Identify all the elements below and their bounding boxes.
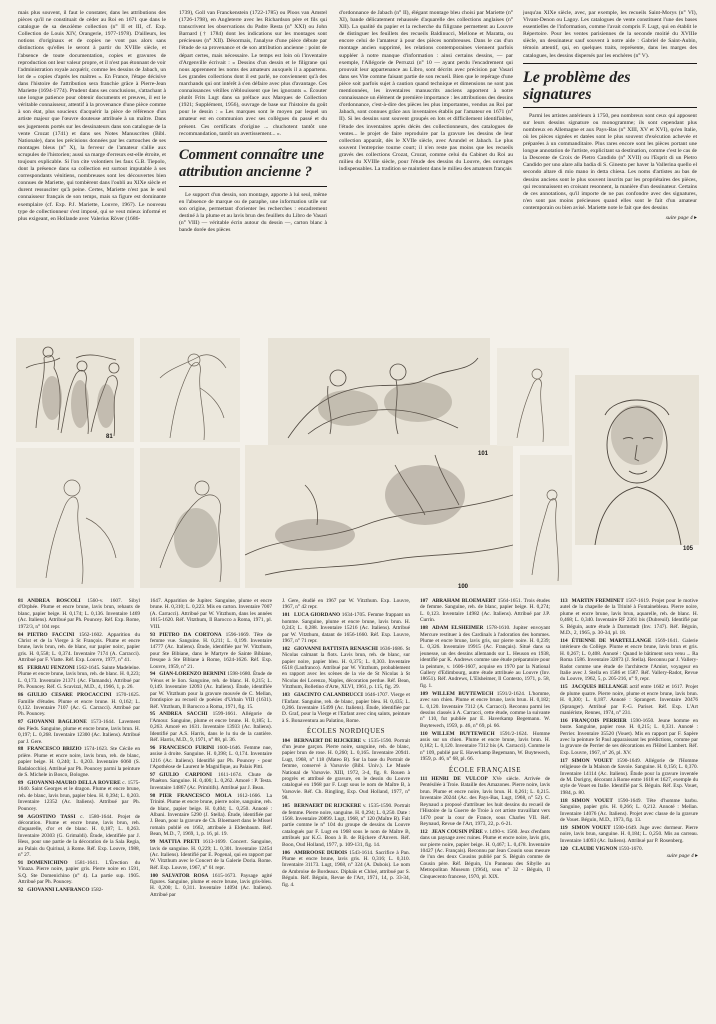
catalogue-entry: 105 BERNAERT DE RIJCKERE v. 1535-1590. Portrait de femme. Pierre noire, sanguine. H. 0,294; L. 0,250. Date : 1568. Inventaire 20899. Lugt, 1968, n° 120 (Maître B). Fait partie comme le n° 104 du groupe de dessins du Louvre catalogués par F. Lugt en 1968 sous le nom de Maître B, attribués par K.G. Boon à B. de Rijckere d'Anvers. Réf. Boon, Oud Holland, 1977, p. 109-131, fig. 14.	[282, 803, 410, 848]
paragraph: Le support d'un dessin, son montage, apporte à lui seul, même en l'absence de marque ou de paraphe, une information utile sur son origine, permettant d'orienter les recherches : encadrement destiné à la plume et au lavis brun des feuillets du Libro de Vasari (n° VIII) — véritable écrin autour du dessin —, carton blanc à bande dorée des pièces	[179, 191, 327, 234]
catalogue-entry: 91 DOMENICHINO 1581-1641. L'Érection du Vinaza. Pierre noire, papier gris. Pierre noire en 1591, S.Q. Ste Domenichino (n° 4). La partie sup. 1905. Attribué par Ph. Pouncey.	[18, 859, 140, 886]
sketch-drawing	[520, 455, 572, 585]
catalogue-entry: 94 GIAN-LORENZO BERNINI 1598-1680. Étude de Vénus et le lion. Sanguine, reh. de blanc. H. 0,215; L. 0,149. Inventaire 12093 (Ac. Italiens). Étude, identifiée par W. Vitzthum pour la gravure mouvée de C. Mellan, frontispice au recueil de poésies d'Urbain VIII (1631). Réf. Vitzthum, Il Barocco a Roma, 1971, fig. 15.	[150, 671, 272, 710]
catalogue-entry: 112 JEAN COUSIN PÈRE v. 1490-v. 1560. Jeux d'enfants dans un paysage avec ruines. Plume et encre noire, lavis gris, sur pierre noire, papier beige. H. 0,467; L. 0,478. Inventaire 10427 (Ac. Français). Reconnu par Jean Cousin sous mesure de l'un des deux Cousins publié par S. Béguin comme de Cousin père. Réf. Béguin, Un Panneau des Sibylle au Metropolitan Museum (1964), sous n° 32 - Béguin, Il Cinquecento francese, 1970, pl. XIX.	[420, 828, 550, 880]
catalogue-entry: 100 SALVATOR ROSA 1615-1673. Paysage agité figures. Sanguine, plume et encre brune, lavis gris-bleu. H. 0,200; L. 0,311. Inventaire 14094 (Ac. Italiens). Attribué par	[150, 872, 272, 898]
catalogue-entry: 81 ANDREA BOSCOLI 1560-v. 1607. Sibyl d'Orphée. Plume et encre brune, lavis brun, rehauts de blanc, papier beige. H. 0,174; L. 0,136. Inventaire 1469 (Ac. Italiens). Attribué par Ph. Pouncey. Réf. Exp. Rome, 1972/3, n° 104 repr.	[18, 598, 140, 630]
catalogue-entry: 85 FERRAU FENZONI 1562-1645. Sainte Madeleine. Plume et encre brune, lavis brun, reh. de blanc. H. 0,223; L. 0,173. Inventaire 21371 (Ac. Flamands). Attribué par Ph. Pouncey. Réf. G. Scavizzi, M.D., 4, 1966, 1, p. 26.	[18, 665, 140, 691]
section-title-nordic: ÉCOLES NORDIQUES	[306, 727, 386, 736]
catalogue-entry: 97 GIULIO CARPIONI 1611-1674. Chute de Phaéton. Sanguine. H. 0,406; L. 0,262. Amoré : P. Testa. Inventaire 14867 (Ac. Primitifs). Attribué par J. Bean.	[150, 772, 272, 791]
catalogue-column-3	[282, 598, 410, 1022]
catalogue-entry: 101 LUCA GIORDANO 1634-1705. Femme frappant un homme. Sanguine, plume et encre brune, lavis brun. H. 0,243; L. 0,288. Inventaire 15216 (Ac. Italiens). Attribué par W. Vitzthum, datant de 1656-1660. Réf. Exp. Louvre, 1967, n° 71 repr.	[282, 612, 410, 644]
catalogue-entry: 119 SIMON VOUET 1590-1649. Juge avec dormeur. Pierre noire, lavis brun, sanguine. H. 0,184; L. 0,250. Mis au carreau. Inventaire 14093 (Ac. Italiens). Attribué par P. Rosenberg.	[560, 824, 698, 844]
sketch-drawing	[497, 348, 569, 446]
heading-rule	[179, 186, 327, 187]
catalogue-entry: 111 HENRI DE VULCOP XVe siècle. Arrivée de Pentésilée à Troie. Bataille des Amazones. Pierre noire, lavis brun. Plume et encre noire, lavis brun. H. 0,261; L. 0,215. Inventaire 20244 (Ac. des Pays-Bas, Lugt, 1968, n° 52). C. Reynaud a proposé d'attribuer les huit dessins du recueil de l'Histoire de la Guerre de Troie à cet artiste travaillant vers 1470 pour la cour de France, sous Charles VII. Réf. Reynaud, Revue de l'Art, 1973, 22, p. 6-21.	[420, 776, 550, 827]
figure-sketch	[140, 448, 240, 588]
catalogue-entry: 107 ABRAHAM BLOEMAERT 1564-1651. Trois études de femme. Sanguine, reh. de blanc, papier beige. H. 0,274; L. 0,123. Inventaire 14982 (Ac. Italiens). Attribué par J.P. Currin.	[420, 598, 550, 624]
catalogue-entry: 90 AGOSTINO TASSI c. 1580-1644. Projet de décoration. Plume et encre brune, lavis brun, reh. d'aquarelle, d'or et de blanc. H. 0,187; L. 0,263. Inventaire 20303 (G. Grimaldi). Étude, identifiée par J. Hess, pour une partie de la décoration de la Sala Regia, au Palais du Quirinal, à Rome. Réf. Exp. Louvre, 1988, n° 27.	[18, 813, 140, 858]
figure-101-drawing	[268, 338, 490, 450]
continued-marker: suite page 4 ▸	[666, 853, 698, 860]
catalogue-entry: 89 GIOVANNI-MAURO DELLA ROVERE c. 1575-1640. Saint Georges et le dragon. Plume et encre brune, reh. de blanc, lavis brun, papier bleu. H. 0,394; L. 0,203. Inventaire 12352 (Ac. Italiens). Attribué par Ph. Pouncey.	[18, 779, 140, 812]
catalogue-entry: 117 SIMON VOUET 1590-1649. Allégorie de l'Homme religieuse de la Maison de Savoie. Sanguine. H. 0,156; L. 0,370. Inventaire 14114 (Ac. Italiens). Étude pour la gravure inventée de M. Dorigny, décorant à Rome entre 1618 et 1627, exemple du style de Vouet en Italie. Identifié par S. Béguin. Réf. Exp. Vouet, 1984, p. 80.	[560, 757, 698, 796]
catalogue-entry: 115 JACQUES BELLANGE actif entre 1602 et 1617. Projet de plume quatre. Pierre noire, plume et encre brune, lavis brun. H. 0,300; L. 0,187. Annoté : Sprangert. Inventaire 20476 (Spranger). Attribué par F.-G. Pariset. Réf. Exp. L'Art maniériste, Rennes, 1974, n° 231.	[560, 684, 698, 716]
text-column-3	[339, 10, 513, 335]
portrait-drawing	[575, 375, 699, 545]
heading-rule	[179, 141, 327, 142]
sketch-drawing	[16, 338, 134, 442]
paragraph: 1739), Goll van Franckenstein (1722-1785) ou Ploos van Amstel (1726-1798), en Angleterre avec les Richardson père et fils qui transcrivent les observations du Padre Resta (n° XXI) ou John Barnard († 1784) dont les indications sur les montages sont précieuses (n° XII). Désormais, l'analyse d'une pièce débute par l'étude de sa provenance et de son attribution ancienne : point de départ certes, mais nécessaire. Le temps est loin où l'inventaire d'Argenville écrivait : « Dessins d'un dessin et le filigrane qui nous apprennent les noms des amateurs auxquels il a appartenu. Les grandes collections dont il est parlé, ne conviennent qu'à des marchands qui ont intérêt à s'en défaire avec plus d'avantage. Ces connaissances vétilles n'éblouissent que les ignorants ». Écouter plutôt Frits Lugt dans sa préface aux Marques de Collection (1921; Supplément, 1956), ouvrage de base sur l'histoire du goût pour le dessin : « Les marques sont le moyen par lequel un amateur est en communion avec ses collègues du passé et du présent. Ces certificats d'origine ... chuchotent tantôt une recommandation, tantôt un avertissement... ».	[179, 10, 327, 137]
figure-number: 105	[683, 546, 694, 552]
text-column-2	[179, 10, 327, 335]
sketch-drawing	[140, 448, 240, 588]
figure-81-drawing	[16, 338, 134, 442]
catalogue-entry: 116 FRANÇOIS PERRIER 1590-1650. Jeune homme en buste. Sanguine, papier rose. H. 0,215; L. 0,331. Annoté : Perrier. Inventaire 35520 (Vouet). Mis en rapport par F. Sapère avec la peinture St Paul apparaissant les prédictions, comme par la gravure de Perrier de ses décorations en l'Hôtel Lambert. Réf. Exp. Louvre, 1967, n° 26, pl. XV.	[560, 717, 698, 756]
catalogue-column-2	[150, 598, 272, 1022]
figure-sketch	[520, 455, 572, 585]
catalogue-entry: 108 ADAM ELSHEIMER 1578-1610. Jupiter envoyant Mercure restituer à des Cardinals à l'adoration des hommes. Plume et encre brune, lavis gris, sur pierre noire. H. 0,239; L. 0,326. Inventaire 19915 (Ac. Français). Situé dans sa jeunesse, un des dessins allemands sur L. Heuson en 1938, identifié par K. Andrews comme une étude préparatoire pour la peinture, v. 1606-1607, acquise en 1970 par la National Gallery d'Edimbourg, autre étude attribuée au Louvre (Inv. 18651). Réf. Andrews, L'Elsheimer, Il Contesto, 1971, p. 58, fig. 1.	[420, 625, 550, 689]
catalogue-entry: 84 PIETRO FACCINI 1562-1602. Apparition du Christ et de la Vierge à St François. Plume et encre brune, lavis brun, reh. de blanc, sur papier noirc, papier gris. H. 0,558; L. 0,374. Inventaire 7174 (A. Carracci). Attribué par F. Viatte. Réf. Exp. Louvre, 1977, n° 41.	[18, 631, 140, 664]
catalogue-entry: 98 PIER FRANCESCO MOLA 1612-1666. La Trinité. Plume et encre brune, pierre noire, sanguine, reh. de blanc, papier beige. H. 0,404; L. 0,250. Annoté : Albani. Inventaire 5290 (J. Stella). Étude, identifiée par J. Bean, pour la gravure de Ch. Bloemaert dans le Missel romain publié en 1662, attribuée à Eldenbaum. Réf. Bean, M.D., 7, 1969, 1, p. 16, pl. 19.	[150, 792, 272, 838]
sketch-drawing	[16, 448, 134, 588]
catalogue-entry: 106 AMBROOSE DUBOIS 1543-1614. Sacrifice à Pan. Plume et encre brune, lavis gris. H. 0,316; L. 0,310. Inventaire 31173. Lugt, 1968, n° 324 (A. Dubois). Le nom de Ambroise de Bordeaux. Diphaïs et Chloé, attribué par S. Béguin. Réf. Béguin, Revue de l'Art, 1971, 14, p. 33-34, fig. 4.	[282, 849, 410, 888]
catalogue-entry: 1647. Apparition de Jupiter. Sanguine, plume et encre brune. H. 0,310; L. 0,223. Mis en carton. Inventaire 7007 (A. Carracci). Attribué par W. Vitzthum, dans les années 1615-1620. Réf. Vitzthum, Il Barocco a Roma, 1971, pl. VIII.	[150, 598, 272, 630]
heading-rule	[523, 63, 697, 64]
paragraph: Parmi les artistes antérieurs à 1750, peu nombreux sont ceux qui apposent sur leurs dessins signature ou monogramme; ils sont cependant plus nombreux en Allemagne et aux Pays-Bas (n° XIII, XV et XVI), qu'en Italie, où les pièces signées et datées sont le plus souvent d'exécution achevée et préparées à un commanditaire. Plus rares encore sont les pièces portant une longue annotation de l'artiste, explicitant sa destination, comme c'est le cas de la Descente de Croix de Pietro Candido (n° XVII) ou l'Esprit di un Pietro Candido per uno alare alla badia di S. Ginesto per haver la Vallerina quello el secondo altare di mio mano in detta chiesa. Les noms d'artistes au bas de dessins anciens sont le plus souvent inscrits par les propriétaires des pièces, qui reconnaissent en croisant resonnent, la manière d'un dessinateur. Certains de ces annotations, qu'il importe de ne pas confondre avec des signatures, n'en sont pas moins précieuses quand elles sont le fait d'un amateur contemporain ou bien avisé. Mariette note le fait que des dessins	[523, 112, 697, 211]
catalogue-entry: 114 ÉTIENNE DE MARTELLANGE 1569-1641. Galerie intérieure du Collège. Plume et encre brune, lavis brun et gris. H. 0,267; L. 0,408. Annoté : Quand le bâtiment sera venu ... Ra Roma 1586. Inventaire 32873 (J. Stella). Reconnu par J. Vallery-Radot comme une étude de l'architecte l'Amiot, voyageur en Italie avec J. Stella en 1586 et 1587. Réf. Vallery-Radot, Revue du Louvre, 1962, 5, p. 205-216, n° 9, repr.	[560, 637, 698, 683]
text-column-4	[523, 10, 697, 335]
catalogue-entry: 110 WILLEM BUYTEWECH 1591/2-1624. Homme assis sur un chien. Plume et encre brune, lavis brun. H. 0,182; L. 0,120. Inventaire 7312 bis (A. Carracci). Comme le n° 109, publié par E. Haverkamp Begemann, W. Buytewech, 1959, p. 46, n° 68, pl. 66.	[420, 730, 550, 763]
catalogue-entry: 99 MATTIA PRETI 1613-1699. Concert. Sanguine, lavis de sanguine. H. 0,229; L. 0,301. Inventaire 12454 (Ac. Italiens). Identifié par E. Pogenal, qui en rapport par W. Vitzthum avec le Concert de la Galerie Doria. Rome. Réf. Exp. Louvre, 1967, n° 61 repr.	[150, 839, 272, 871]
sketch-drawing	[268, 338, 490, 450]
text-column-1	[18, 10, 166, 335]
figure-number: 81	[106, 434, 113, 440]
catalogue-column-5	[560, 598, 698, 1022]
catalogue-entry: 93 PIETRO DA CORTONA 1596-1669. Tête de femme vue. Sanguine. H. 0,211; L. 0,199. Inventaire 14777 (Ac. Italiens). Étude, identifiée par W. Vitzthum, pour Ste Bibiane, dans le Martyre de Sainte Bibiane, fresque à Ste Bibiane à Rome, 1624-1626. Réf. Exp. Louvre, 1959, n° 21.	[150, 631, 272, 670]
paragraph: mais plus souvent, il faut le constater, dans les attributions des pièces qu'il ne constituait de céder au Roi en 1671 que dans le catalogue de sa deuxième collection (n° II et III, cf. Exp. Collection de Louis XIV, Orangerie, 1977-1978). D'ailleurs, les notions d'originaux et de copies ne vont pas alors sans distinctions qu'elles le seront à partir du XVIIIe siècle, et l'absence de toute documentation, copies et gravures de reproduction ont leur valeur propre, et il n'est pas étonnant de voir l'administration royale acquérir, comme les dessins de Jabach, un lot de « copies d'après les maîtres ». En France, l'étape décisive dans l'histoire de l'attribution sera franchie grâce à Pierre-Jean Mariette (1694-1774). Prudent dans ses conclusions, s'attachant à une longue patience pour obtenir documents et preuves, il est le véritable connaisseur, attentif à la provenance d'une pièce comme à son état, plus soucieux d'acquérir la pièce de référence d'un artiste majeur que l'œuvre douteuse attribuée à un maître. Dans ses jugements portés sur les dessinateurs dans son catalogue de la vente Crozat (1741) et dans ses Notes Manuscrites (Bibl. Nationale), dans les précisions données par les cartouches de ses montages bleus (n° X), la ferveur de l'amateur s'allie aux scrupules de l'historien; aussi sa marge d'erreurs est-elle étroite, et toujours explicable. Si l'on cite volontiers les faux G.B. Tiepolo, dont la présence dans sa collection est surtout imputable à ses correspondants vénitiens, nombreuses sont les découvertes bien connues de Mariette, qui tombèrent dans l'oubli au XIXe siècle et durent ressusciter qu'à peine. Certes, Mariette n'est pas le seul connaisseur français de son temps, mais sa figure est dominante exemplaire (cf. Exp. P.J. Mariette, Louvre, 1967). Le nouveau type de collectionneur s'est imposé, qui se veut mieux informé et plus exigeant, en Hollande avec Valerius Röver (1686-	[18, 10, 166, 222]
catalogue-entry: 103 GIACINTO CALANDRUCCI 1646-1707. Vierge et l'Enfant. Sanguine, reh. de blanc, papier bleu. H. 0,435; L. 0,266. Inventaire 15499 (Ac. Italiens). Étude, identifiée par D. Graf, pour la Vierge et l'Enfant avec cinq saints, peinture à S. Bonaventura au Palatino, Rome.	[282, 692, 410, 724]
sketch-drawing	[245, 445, 513, 588]
catalogue-column-1	[18, 598, 140, 1022]
figure-number: 100	[458, 584, 469, 590]
catalogue-column-4	[420, 598, 550, 1022]
sketch-drawing	[140, 338, 240, 442]
catalogue-entry: 95 ANDREA SACCHI 1599-1661. Allégorie de l'Amour. Sanguine, plume et encre brune. H. 0,185; L. 0,263. Amoré en 1631. Inventaire 13933 (Ac. Italiens). Identifié par A.S. Harris, dans le lu tiu de la cantière. Réf. Harris, M.D., 9, 1971, n° 88, pl. 36.	[150, 711, 272, 744]
figure-sketch	[140, 338, 240, 442]
catalogue-entry: 96 FRANCESCO FURINI 1600-1646. Femme nue, assise à droite. Sanguine. H. 0,398; L. 0,174. Inventaire 1216 (Ac. Italiens). Identifié par Ph. Pouncey - pour l'Apothéose de Laurent le Magnifique, au Palais Pitti.	[150, 744, 272, 771]
section-title-french: ÉCOLE FRANÇAISE	[448, 765, 522, 774]
section-heading: Le problème des signatures	[523, 68, 631, 103]
catalogue-entry: 92 GIOVANNI LANFRANCO 1582-	[18, 886, 104, 893]
continued-marker: suite page 4 ▸	[665, 214, 697, 221]
catalogue-entry: 109 WILLEM BUYTEWECH 1591/2-1624. L'homme, avec son chien. Plume et encre brune, lavis brun. H. 0,182; L. 0,120. Inventaire 7312 (A. Carracci). Reconnu parmi les dessins classés à A. Carracci, cette étude, comme la suivante n° 110, fut publiée par E. Haverkamp Begemann. W. Buytewech, 1959, p. 46, n° 69, pl. 66.	[420, 690, 550, 729]
figure-sketch	[16, 448, 134, 588]
catalogue-entry: 86 GIULIO CESARE PROCACCINI 1570-1625. Famille d'études. Plume et encre brune. H. 0,162; L. 0,132. Inventaire 7107 (Ac. G. Carracci). Attribué par Ph. Pouncey.	[18, 692, 140, 718]
figure-100-drawing	[245, 445, 513, 588]
catalogue-entry: 113 MARTIN FREMINET 1567-1619. Projet pour le motive autel de la chapelle de la Trinité à Fontainebleau. Pierre noire, plume et encre brune, lavis brun, aquarelle, reh. de blanc. H. 0,468; L. 0,340. Inventaire RF 2361 bis (Dubreuil). Identifié par S. Béguin, autre étude à Darmstadt (Inv. 1747). Réf. Béguin, M.D., 2, 1965, p. 30-34, pl. 18.	[560, 598, 698, 637]
figure-number: 101	[478, 451, 489, 457]
catalogue-entry: 87 GIOVANNI BAGLIONE 1573-1644. Lavement des Pieds. Sanguine, plume et encre brune, lavis brun. H. 0,197; L. 0,268. Inventaire 12300 (Ac. Italiens). Attribué par J. Gere.	[18, 719, 140, 745]
catalogue-entry: 118 SIMON VOUET 1590-1649. Tête d'homme barbu. Sanguine, papier gris. H. 0,266; L. 0,212. Annoté : Mellan. Inventaire 14076 (Ac. Italiens). Projet avec classe de la gravure de Vouet. Béguin, M.D., 1973, fig. 13.	[560, 797, 698, 823]
catalogue-entry: 104 BERNAERT DE RIJCKERE v. 1535-1590. Portrait d'un jeune garçon. Pierre noire, sanguine, reh. de blanc, papier brun de rose. H. 0,260; L. 0,165. Inventaire 20941. Lugt, 1968, n° 118 (Mateo B). Sur la base du Portrait de femme, conservé à Varsovie (Bibl. Univ.). Le Musée National de Varsovie. XIII, 1972, 3-4, fig. 8. Rouen à progrès et attribué de gravure, en le dessin du Louvre catalogué en 1968 par F. Lugt sous le nom de Maître B, à Varsovie. Réf. Ch. Ringling, Exp. Oud Holland, 1977, n° 98.	[282, 737, 410, 802]
catalogue-entry: J. Gere, étudié en 1967 par W. Vitzthum. Exp. Louvre, 1967, n° 42 repr.	[282, 598, 410, 611]
paragraph: jusqu'au XIXe siècle, avec, par exemple, les recueils Saint-Morys (n° VI), Vivant-Denon ou Lagoy. Les catalogues de vente constituent l'une des bases essentielles de l'information, comme l'avait compris F. Lugt, qui en établit le Répertoire. Pour les ventes parisiennes de la seconde moitié du XVIIIe siècle, un dessinateur sauf souvent à notre aide : Gabriel de Saint-Aubin, témoin attentif, qui, en quelques traits, représente, dans les marges des catalogues, les dessins dispersés par les enchères (n° V).	[523, 10, 697, 59]
figure-105-portrait	[575, 375, 699, 545]
heading-rule	[523, 107, 697, 108]
catalogue-entry: 120 CLAUDE VIGNON 1593-1670.	[560, 845, 643, 852]
paragraph: d'ordonnance de Jabach (n° II), élégant montage bleu choisi par Mariette (n° XI), bande délicatement rehaussée d'aquarelle des collections anglaises (n° XII). La qualité du papier et la recherche du filigrane permettent au Louvre de distinguer les feuillets des recueils Baldinucci, Mellone et Maratta, ou encore celui de l'amateur à pour des pièces nombreuses. Dans le cas d'un montage ancien supprimé, les relations contemporaines viennent parfois suppléer à notre manque d'information : ainsi certains dessins, — par exemple, l'Allégorie de Perruzzi (n° 10 — ayant perdu l'encadrement qui prouvait leur appartenance au Libro, sont décrits avec précision par Vasari dans ses Vite comme faisant partie de son recueil. Bien que le repérage d'une pièce soit parfois sujet à caution quand technique et dimensions ne sont pas mentionnées, les inventaires manuscrits anciens apportent à notre connaissance un élément de première importance : les attributions des dessins d'ordonnance, c'est-à-dire des pièces les plus importantes, vendus au Roi par Jabach, sont connues grâce aux inventaires établis par l'amateur en 1671 (n° II). Si les dessins sont souvent groupés en lots et difficilement identifiables, l'étude des inventaires après décès des collectionneurs, des catalogues de ventes... le projet de faire reproduire par la gravure les dessins de leur collection apparaît, dès le XVIIe siècle, avec Arundel et Jabach. Le plus souvent l'entreprise tourne court; il n'en reste pas moins que les recueils gravés des collections Crozat, Crozat, comme celui du Cabinet du Roi au milieu du XVIIIe siècle, pour l'étude des dessins du Louvre, des ouvrages indispensables. La tradition se maintient dans le milieu des amateurs français	[339, 10, 513, 173]
catalogue-entry: 102 GIOVANNI BATTISTA RENASCHI 1636-1686. St Nicolas calmant la flots. Lavis brun, reh. de blanc, sur papier noire, papier bleu. H. 0,375; L. 0,303. Inventaire 6518 (Lanfranco). Attribué par W. Vitzthum, probablement en rapport avec les scènes de la vie de St Nicolas à St Nicolas dei Lorenzo, Naples, décoration perdue. Réf. Bean, Vitzthum, Bolletino d'Arte, XLVI, 1961, p. 115, fig. 29.	[282, 645, 410, 691]
section-heading: Comment connaître une attribution ancienne ?	[179, 146, 325, 180]
catalogue-entry: 88 FRANCESCO BRIZIO 1574-1623. Ste Cécile en prière. Plume et encre noire, lavis brun, reh. de blanc, papier beige. H. 0,240; L. 0,203. Inventaire 6060 (S. Badalocchio). Attribué par Ph. Pouncey parmi la peinture de S. Michele in Bosco, Bologne.	[18, 746, 140, 779]
figure-sketch	[497, 348, 569, 446]
